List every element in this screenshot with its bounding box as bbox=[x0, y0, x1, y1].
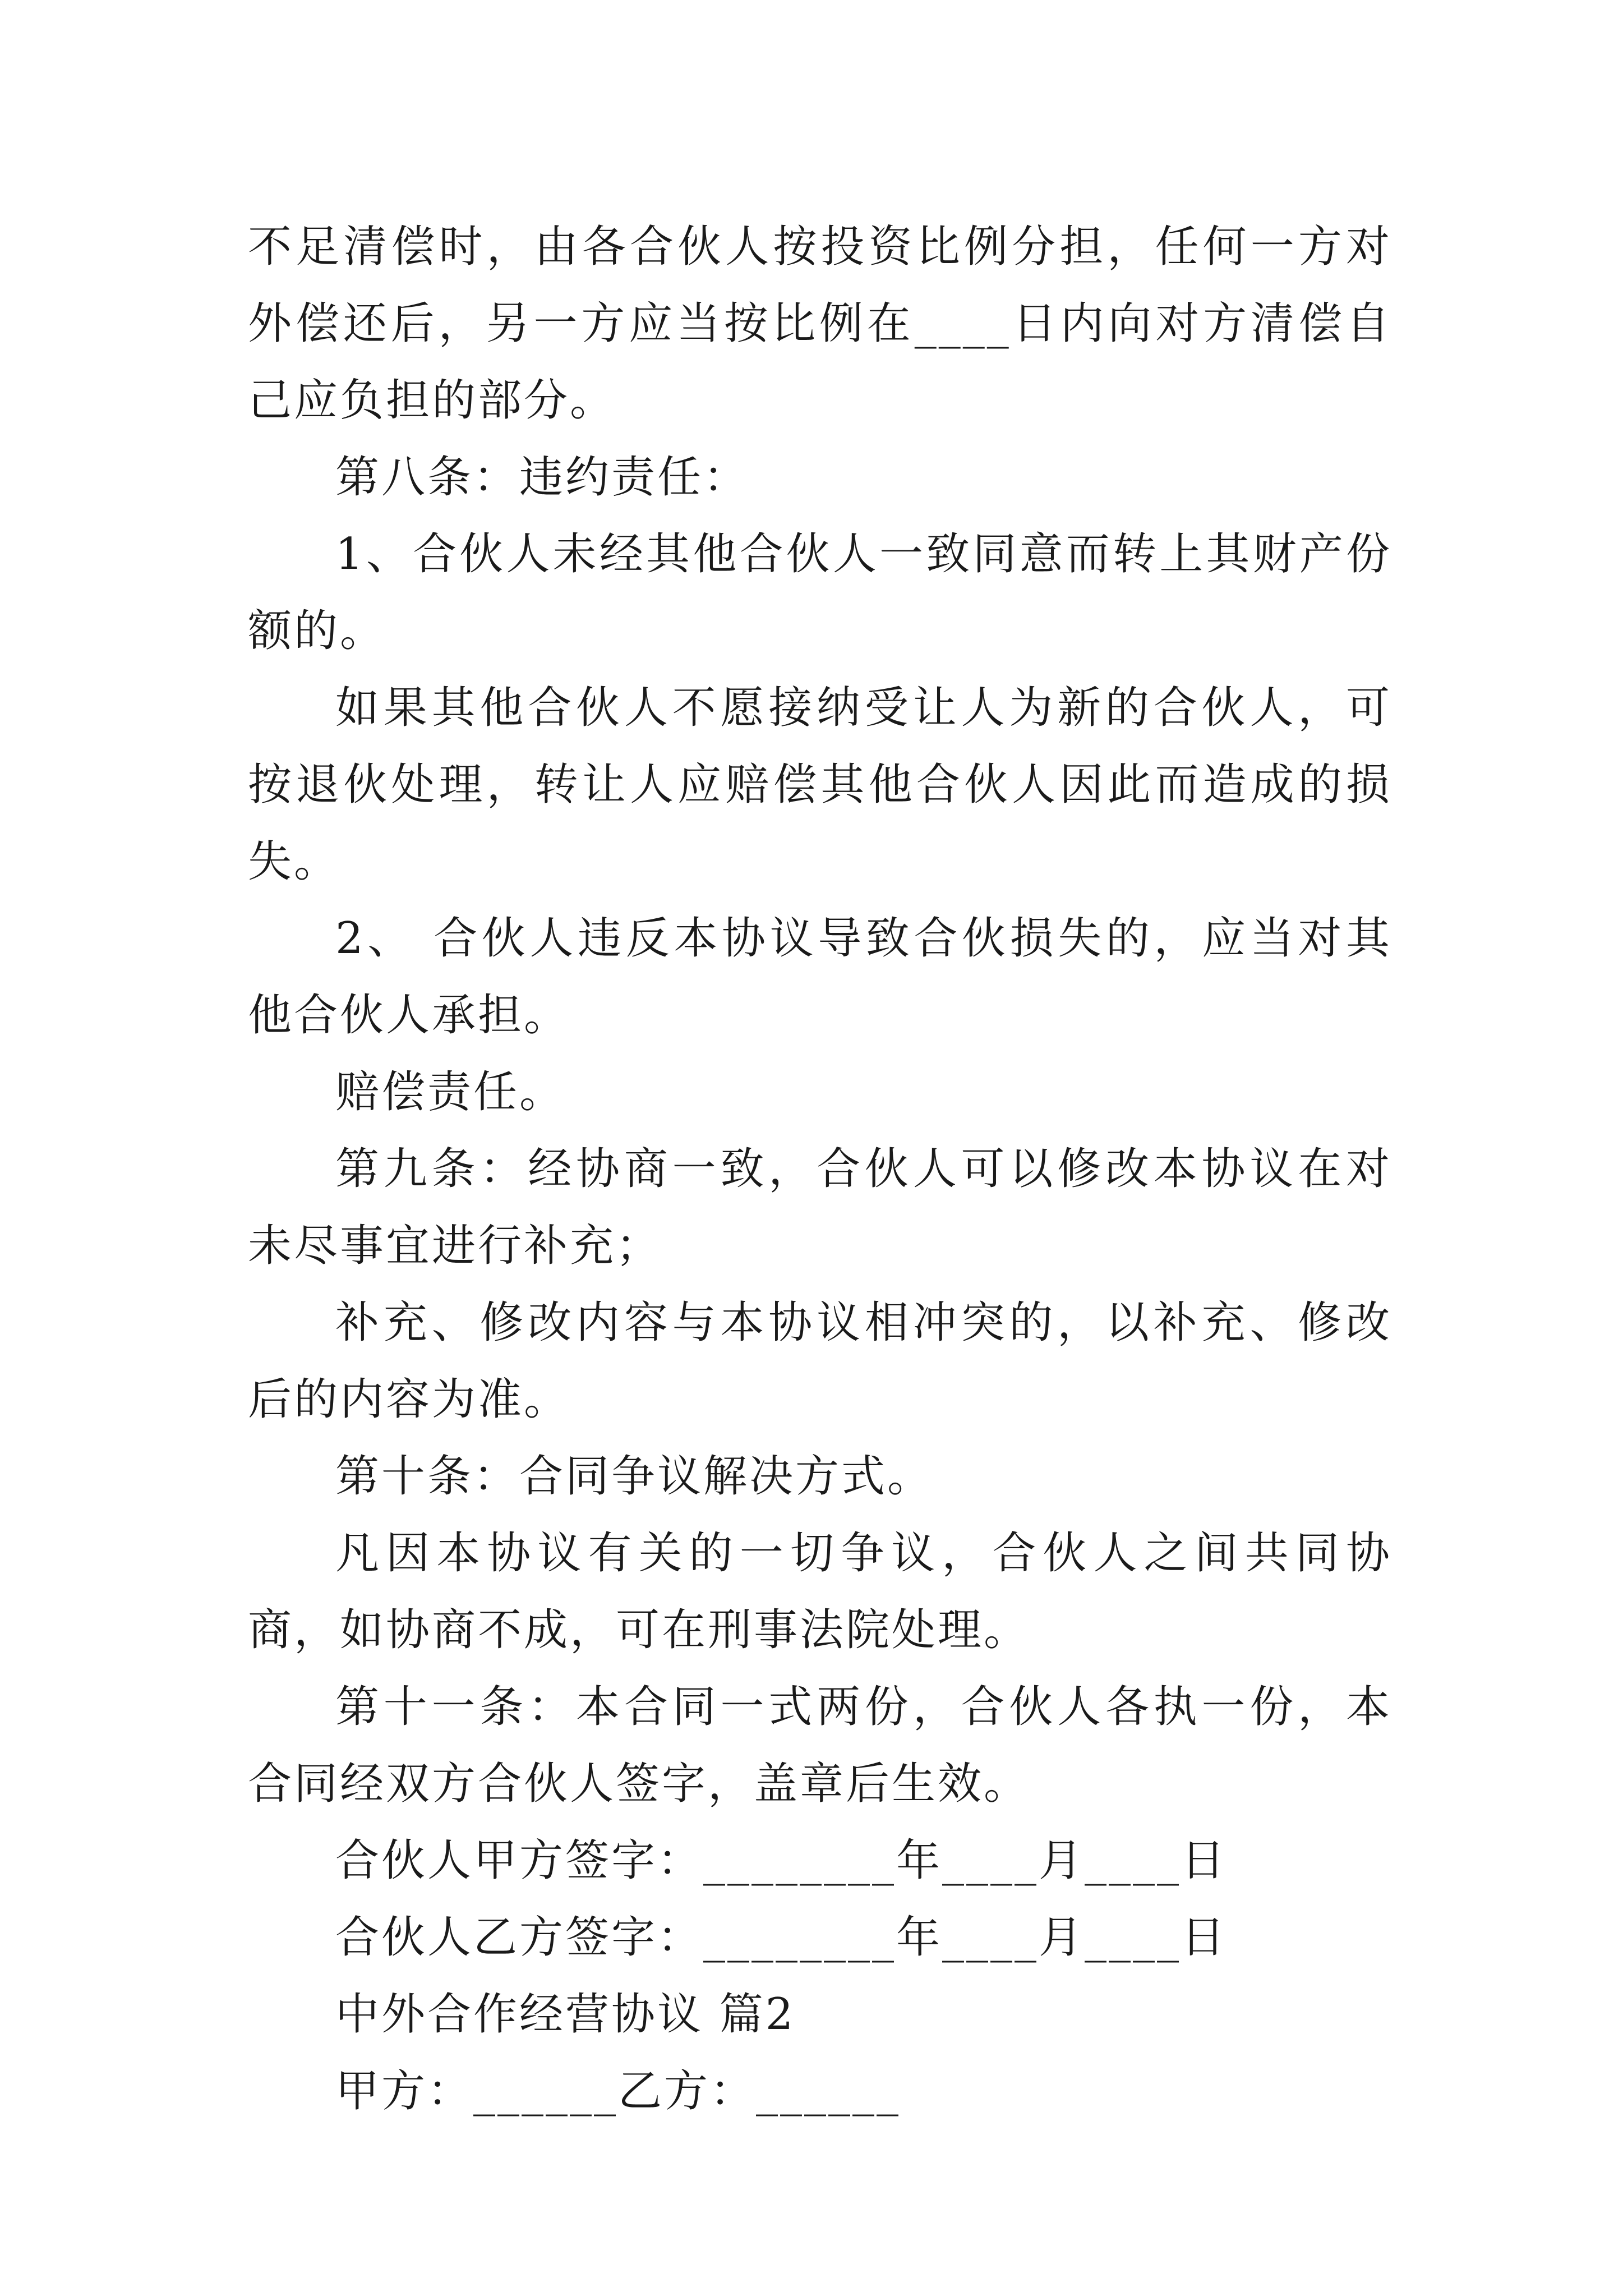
section-title-part-2: 中外合作经营协议 篇2 bbox=[335, 1989, 796, 2040]
signature-line-party-a: 合伙人甲方签字：________年____月____日 bbox=[335, 1835, 1228, 1886]
article-10-heading: 第十条：合同争议解决方式。 bbox=[335, 1451, 934, 1502]
article-10-detail: 凡因本协议有关的一切争议，合伙人之间共同协商，如协商不成，可在刑事法院处理。 bbox=[248, 1528, 1392, 1655]
signature-line-party-b: 合伙人乙方签字：________年____月____日 bbox=[335, 1912, 1228, 1963]
paragraph-liability-continued: 不足清偿时，由各合伙人按投资比例分担，任何一方对外偿还后，另一方应当按比例在____日内向对方清偿自己应负担的部分。 bbox=[248, 222, 1392, 426]
article-8-item-2-detail: 赔偿责任。 bbox=[335, 1067, 566, 1117]
article-8-heading: 第八条：违约责任： bbox=[335, 452, 750, 503]
article-9-detail: 补充、修改内容与本协议相冲突的，以补充、修改后的内容为准。 bbox=[248, 1297, 1392, 1425]
parties-line: 甲方：______乙方：______ bbox=[335, 2066, 901, 2116]
article-8-item-1-detail: 如果其他合伙人不愿接纳受让人为新的合伙人，可按退伙处理，转让人应赔偿其他合伙人因此而造成的损失。 bbox=[248, 683, 1392, 887]
article-8-item-2: 2、 合伙人违反本协议导致合伙损失的，应当对其他合伙人承担。 bbox=[248, 913, 1392, 1041]
article-11: 第十一条：本合同一式两份，合伙人各执一份，本合同经双方合伙人签字，盖章后生效。 bbox=[248, 1682, 1392, 1809]
article-8-item-1: 1、合伙人未经其他合伙人一致同意而转上其财产份额的。 bbox=[248, 529, 1392, 656]
article-9: 第九条：经协商一致，合伙人可以修改本协议在对未尽事宜进行补充； bbox=[248, 1144, 1392, 1271]
document-body bbox=[248, 209, 1392, 2130]
